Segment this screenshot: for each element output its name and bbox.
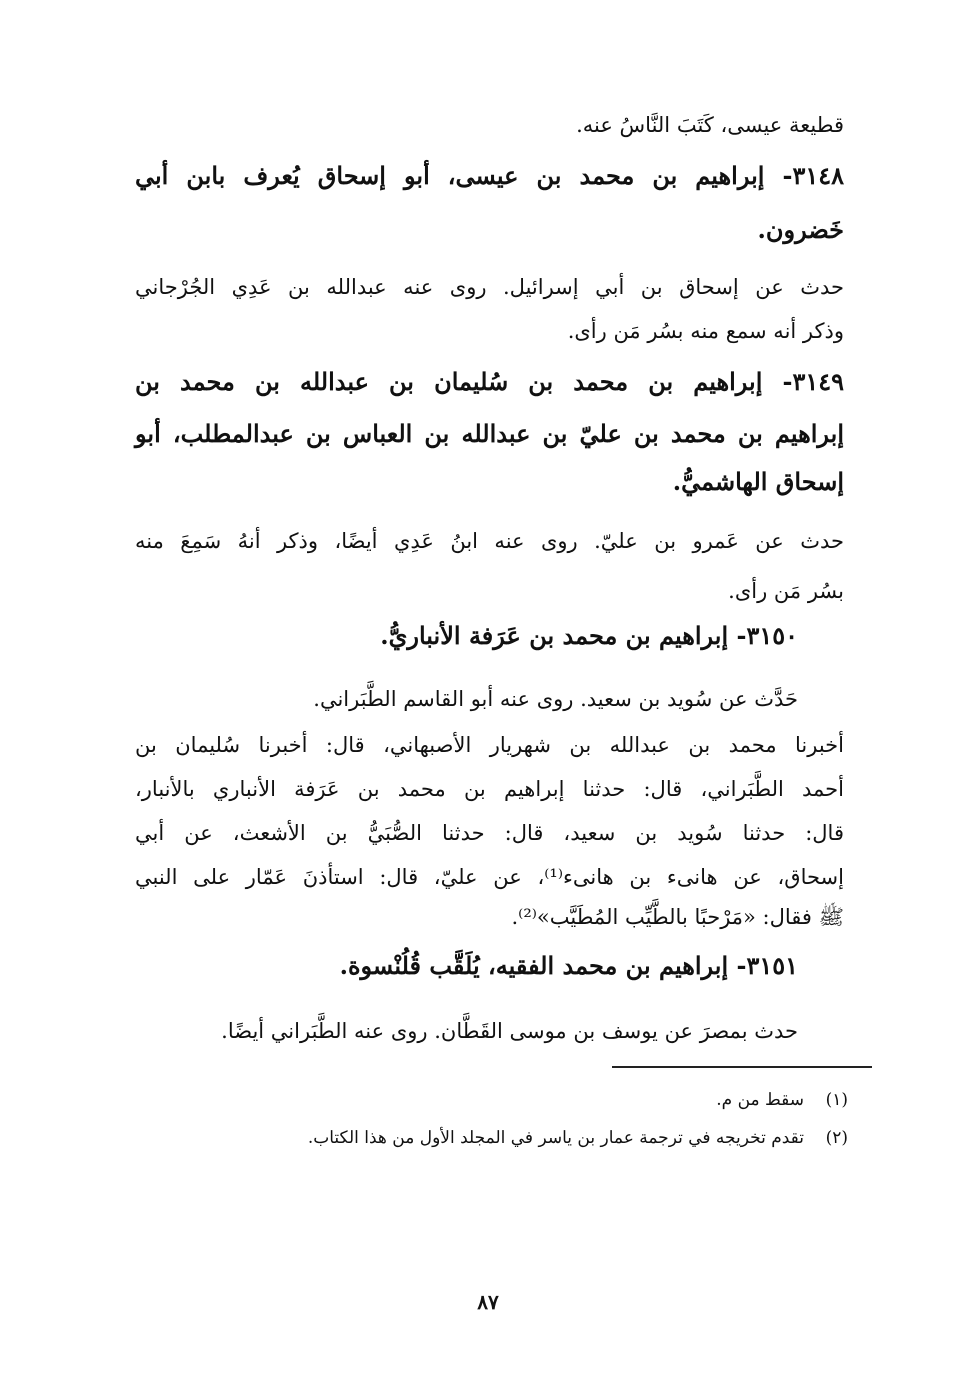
isnad-line-1: أخبرنا محمد بن عبدالله بن شهريار الأصبهاني، قال: أخبرنا سُليمان بن <box>135 733 844 757</box>
entry-3149-body-cont: بسُر مَن رأى. <box>728 579 844 603</box>
isnad-line-5: ﷺ فقال: «مَرْحبًا بالطَّيِّب المُطَيَّب»⁽²⁾. <box>511 905 844 929</box>
entry-3149-body: حدث عن عَمرو بن عليّ. روى عنه ابنُ عَدِي أيضًا، وذكر أنهُ سَمِعَ منه <box>135 529 844 553</box>
footnote-1-number: (١) <box>825 1090 848 1110</box>
footnote-2-text: تقدم تخريجه في ترجمة عمار بن ياسر في المجلد الأول من هذا الكتاب. <box>307 1128 804 1148</box>
entry-3149-heading-end: إسحاق الهاشميُّ. <box>672 467 844 496</box>
entry-3149-heading-cont: إبراهيم بن محمد بن عليّ بن عبدالله بن العباس بن عبدالمطلب، أبو <box>135 419 844 448</box>
entry-3149-heading: ٣١٤٩- إبراهيم بن محمد بن سُليمان بن عبدالله بن محمد بن <box>135 367 844 396</box>
page-number: ٨٧ <box>477 1290 499 1314</box>
entry-3150-body: حَدَّث عن سُويد بن سعيد. روى عنه أبو القاسم الطَّبَراني. <box>313 687 798 711</box>
text-line-continuation: قطيعة عيسى، كَتَبَ النَّاسُ عنه. <box>576 113 844 137</box>
footnote-2-number: (٢) <box>825 1128 848 1148</box>
footnote-separator <box>612 1066 872 1068</box>
footnote-2 <box>308 1124 848 1152</box>
isnad-line-2: أحمد الطَّبَراني، قال: حدثنا إبراهيم بن محمد بن عَرَفة الأنباري بالأنبار، <box>135 777 844 801</box>
footnote-1 <box>716 1086 848 1114</box>
isnad-line-4: إسحاق، عن هانىء بن هانىء⁽¹⁾، عن عليّ، قال: استأذنَ عَمّار على النبي <box>135 865 844 889</box>
entry-3151-heading: ٣١٥١- إبراهيم بن محمد الفقيه، يُلَقَّب قُلُنْسوة. <box>339 951 798 980</box>
entry-3148-body-cont: وذكر أنه سمع منه بسُر مَن رأى. <box>567 319 844 343</box>
entry-3148-body: حدث عن إسحاق بن أبي إسرائيل. روى عنه عبدالله بن عَدِي الجُرْجاني <box>135 275 845 299</box>
entry-3151-body: حدث بمصرَ عن يوسف بن موسى القَطَّان. روى عنه الطَّبَراني أيضًا. <box>221 1019 798 1043</box>
footnote-1-text: سقط من م. <box>716 1090 804 1110</box>
entry-3148-heading: ٣١٤٨- إبراهيم بن محمد بن عيسى، أبو إسحاق يُعرف بابن أبي <box>135 161 844 190</box>
entry-3150-heading: ٣١٥٠- إبراهيم بن محمد بن عَرَفة الأنباريُّ. <box>380 621 798 650</box>
entry-3148-heading-cont: خَضرون. <box>757 215 844 244</box>
isnad-line-3: قال: حدثنا سُويد بن سعيد، قال: حدثنا الصُّبَيُّ بن الأشعث، عن أبي <box>135 821 844 845</box>
